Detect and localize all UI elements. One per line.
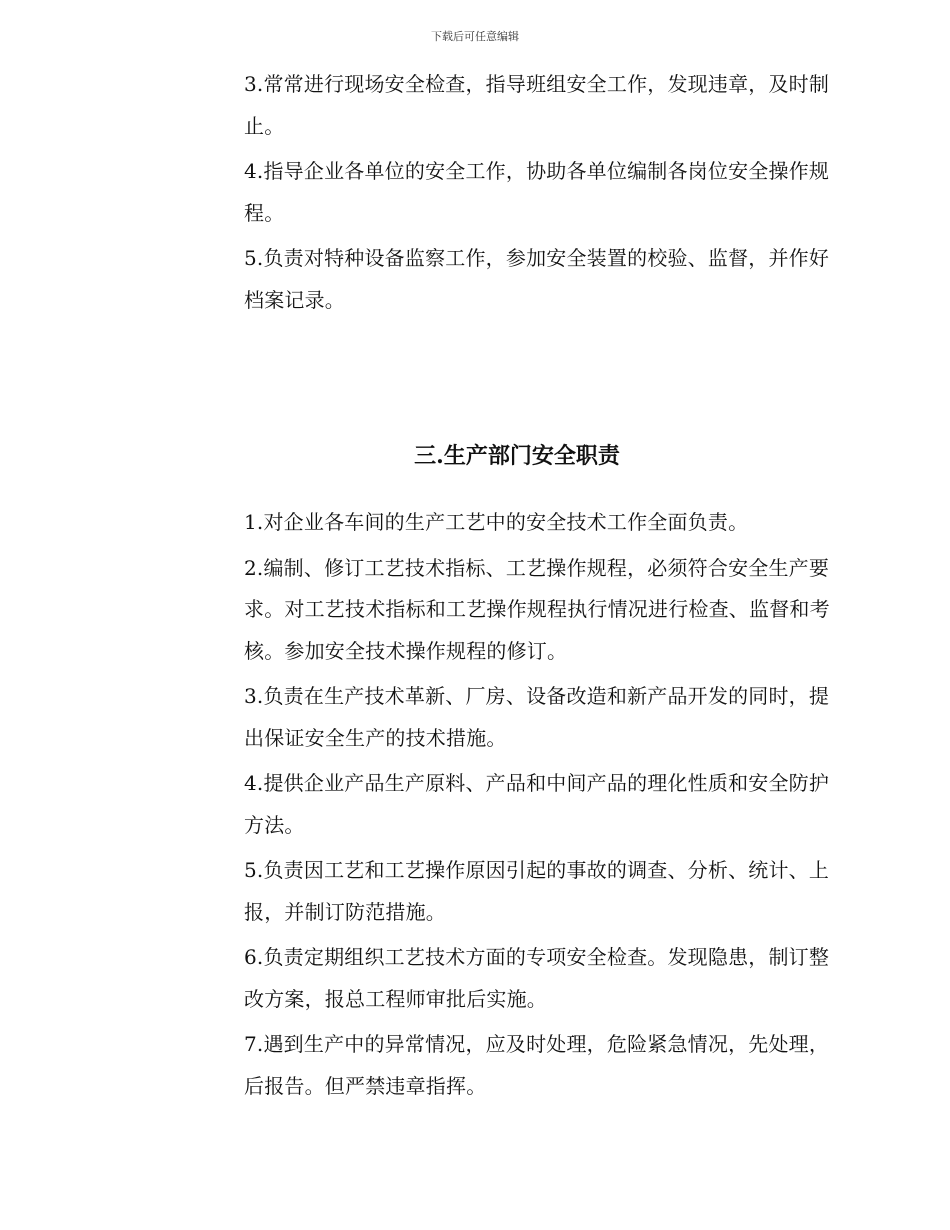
list-item-7: 7.遇到生产中的异常情况，应及时处理，危险紧急情况，先处理，后报告。但严禁违章指挥。 [244,1032,830,1098]
list-item-6: 6.负责定期组织工艺技术方面的专项安全检查。发现隐患，制订整改方案，报总工程师审批后实施。 [244,945,830,1011]
list-item-2: 2.编制、修订工艺技术指标、工艺操作规程，必须符合安全生产要求。对工艺技术指标和工艺操作规程执行情况进行检查、监督和考核。参加安全技术操作规程的修订。 [244,555,830,663]
list-item-3: 3.负责在生产技术革新、厂房、设备改造和新产品开发的同时，提出保证安全生产的技术措施。 [244,684,830,750]
section-title: 三.生产部门安全职责 [414,443,620,469]
list-item-top-4: 4.指导企业各单位的安全工作，协助各单位编制各岗位安全操作规程。 [244,159,830,225]
list-item-1: 1.对企业各车间的生产工艺中的安全技术工作全面负责。 [244,510,749,534]
list-item-top-5: 5.负责对特种设备监察工作，参加安全装置的校验、监督，并作好档案记录。 [244,246,830,312]
list-item-5: 5.负责因工艺和工艺操作原因引起的事故的调查、分析、统计、上报，并制订防范措施。 [244,858,830,924]
list-item-4: 4.提供企业产品生产原料、产品和中间产品的理化性质和安全防护方法。 [244,771,830,837]
page-header: 下载后可任意编辑 [431,30,519,43]
list-item-top-3: 3.常常进行现场安全检查，指导班组安全工作，发现违章，及时制止。 [244,72,830,138]
document-body [244,64,834,1111]
